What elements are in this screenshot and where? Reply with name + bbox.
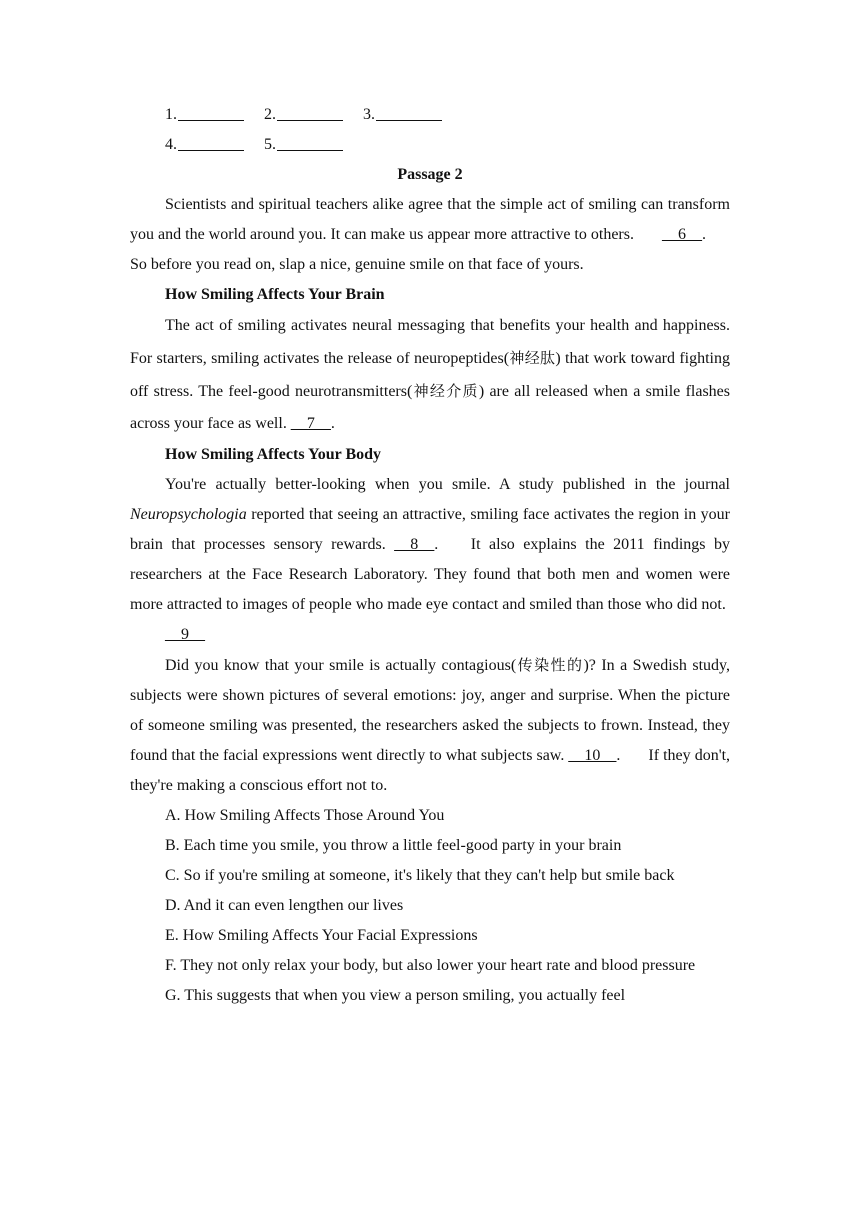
blank-9: __9__ [165,626,205,643]
brain-text-3: ) are all released when a smile flashes across your face as well. [130,383,731,432]
answer-label-5: 5. [264,136,276,153]
blank-7: __7__ [290,415,331,432]
answer-blank-1[interactable] [178,102,244,121]
passage-title: Passage 2 [397,166,463,183]
answer-label-4: 4. [165,136,177,153]
heading-brain: How Smiling Affects Your Brain [165,286,385,303]
intro-text-before: Scientists and spiritual teachers alike agree that the simple act of smiling can transform you and the world around you. It can make us appear more attractive to others. [130,196,730,243]
answer-blank-5[interactable] [277,132,343,151]
answer-label-3: 3. [363,106,375,123]
intro-paragraph: Scientists and spiritual teachers alike agree that the simple act of smiling can transform you and the world around you. It can make us appear more attractive to others. __6__. So before you read on, slap a nice, genuine smile on that face of yours. [130,196,730,273]
answer-blank-3[interactable] [376,102,442,121]
contagious-paragraph: Did you know that your smile is actually contagious(传染性的)? In a Swedish study, subjects were shown pictures of several emotions: joy, anger and surprise. When the picture of someone smiling was presented, the researchers asked the subjects to frown. Instead, they found that the facial expressions went directly to what subjects saw. __10__. If they don't, they're making a conscious effort not to. [130,656,731,794]
brain-paragraph: The act of smiling activates neural messaging that benefits your health and happiness. For starters, smiling activates the release of neuropeptides(神经肽) that work toward fighting off stress. The feel-good neurotransmitters(神经介质) are all released when a smile flashes across your face as well. __7__. [130,317,731,432]
blank-10: __10__ [568,747,617,764]
document-content [130,100,730,1011]
option-e: E. How Smiling Affects Your Facial Expressions [165,927,478,944]
body-text-2: reported that seeing an attractive, smiling face activates the region in your brain that processes sensory rewards. [130,506,731,553]
option-d: D. And it can even lengthen our lives [165,897,404,914]
option-b: B. Each time you smile, you throw a little feel-good party in your brain [165,837,622,854]
body-text-1: You're actually better-looking when you smile. A study published in the journal [165,476,730,493]
option-g: G. This suggests that when you view a person smiling, you actually feel [165,987,626,1004]
brain-cn-2: 神经介质 [412,382,479,400]
blank-6: __6__ [662,226,703,243]
blank-8: __8__ [394,536,435,553]
option-c: C. So if you're smiling at someone, it's likely that they can't help but smile back [165,867,675,884]
answer-row-2 [130,130,730,160]
body-text-3: It also explains the 2011 findings by researchers at the Face Research Laboratory. They found that both men and women were more attracted to images of people who made eye contact and smiled than those who did not. [130,536,731,613]
blank-9-line [130,620,730,650]
journal-name: Neuropsychologia [130,506,247,523]
heading-body: How Smiling Affects Your Body [165,446,382,463]
contagious-text-3: If they don't, they're making a conscious effort not to. [130,747,731,794]
answer-row-1 [130,100,730,130]
answer-label-2: 2. [264,106,276,123]
brain-cn-1: 神经肽 [509,349,556,367]
body-paragraph: You're actually better-looking when you smile. A study published in the journal Neuropsychologia reported that seeing an attractive, smiling face activates the region in your brain that processes sensory rewards. __8__. It also explains the 2011 findings by researchers at the Face Research Laboratory. They found that both men and women were more attracted to images of people who made eye contact and smiled than those who did not. [130,476,731,613]
answer-label-1: 1. [165,106,177,123]
contagious-text-1: Did you know that your smile is actually contagious( [165,657,517,674]
contagious-cn: 传染性的 [516,656,584,674]
brain-text-1: The act of smiling activates neural messaging that benefits your health and happiness. For starters, smiling activates the release of neuropeptides( [130,317,730,367]
option-f: F. They not only relax your body, but also lower your heart rate and blood pressure [165,957,696,974]
brain-text-2: ) that work toward fighting off stress. The feel-good neurotransmitters( [130,350,730,400]
contagious-text-2: )? In a Swedish study, subjects were shown pictures of several emotions: joy, anger and surprise. When the picture of someone smiling was presented, the researchers asked the subjects to frown. Instead, they found that the facial expressions went directly to what subjects saw. [130,657,730,764]
intro-text-after: So before you read on, slap a nice, genuine smile on that face of yours. [130,256,584,273]
option-a: A. How Smiling Affects Those Around You [165,807,445,824]
answer-blank-4[interactable] [178,132,244,151]
answer-blank-2[interactable] [277,102,343,121]
